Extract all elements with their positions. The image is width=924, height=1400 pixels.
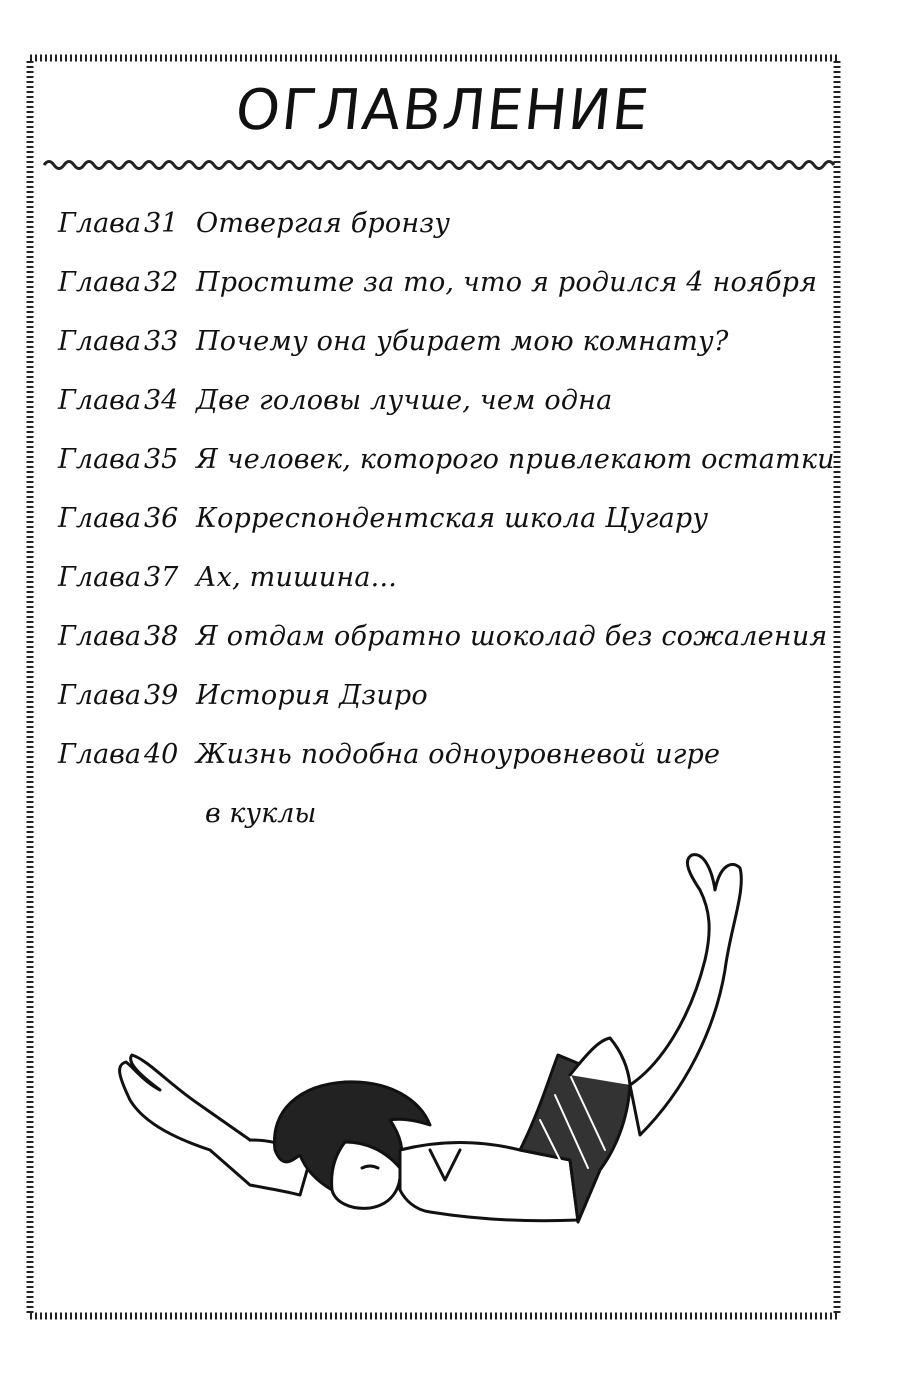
- toc-row-35: [58, 444, 838, 503]
- chapter-title: Две головы лучше, чем одна: [196, 385, 613, 416]
- chapter-number: 35: [144, 444, 179, 475]
- chapter-number: 40: [144, 739, 179, 770]
- toc-row-32: [58, 267, 838, 326]
- chapter-number: 31: [144, 208, 179, 239]
- chapter-title: Отвергая бронзу: [196, 208, 451, 239]
- chapter-title: Ах, тишина...: [196, 562, 398, 593]
- toc-row-36: [58, 503, 838, 562]
- toc-row-39: [58, 680, 838, 739]
- chapter-number: 33: [144, 326, 179, 357]
- chapter-number: 37: [144, 562, 179, 593]
- chapter-label: Глава: [58, 385, 141, 416]
- chapter-title: Я отдам обратно шоколад без сожаления: [196, 621, 828, 652]
- page-title: ОГЛАВЛЕНИЕ: [232, 78, 654, 143]
- chapter-title: Жизнь подобна одноуровневой игре: [196, 739, 721, 770]
- chapter-number: 38: [144, 621, 179, 652]
- chapter-label: Глава: [58, 444, 141, 475]
- chapter-label: Глава: [58, 680, 141, 711]
- chapter-label: Глава: [58, 739, 141, 770]
- toc-row-31: [58, 208, 838, 267]
- chapter-label: Глава: [58, 267, 141, 298]
- chapter-title: Я человек, которого привлекают остатки: [196, 444, 835, 475]
- chapter-number: 32: [144, 267, 179, 298]
- chapter-title: Простите за то, что я родился 4 ноября: [196, 267, 818, 298]
- chapter-title: Корреспондентская школа Цугару: [196, 503, 709, 534]
- chapter-label: Глава: [58, 621, 141, 652]
- toc-row-40: [58, 739, 838, 798]
- chapter-number: 36: [144, 503, 179, 534]
- girl-legs: [630, 855, 741, 1135]
- chapter-number: 34: [144, 385, 179, 416]
- chapter-label: Глава: [58, 208, 141, 239]
- toc-row-38: [58, 621, 838, 680]
- toc-row-34: [58, 385, 838, 444]
- table-of-contents: [58, 208, 838, 848]
- wavy-divider: [44, 162, 834, 169]
- girl-illustration: [100, 850, 820, 1290]
- chapter-label: Глава: [58, 326, 141, 357]
- chapter-number: 39: [144, 680, 179, 711]
- chapter-title: История Дзиро: [196, 680, 428, 711]
- toc-row-37: [58, 562, 838, 621]
- toc-row-33: [58, 326, 838, 385]
- chapter-40-continuation: в куклы: [205, 798, 317, 829]
- chapter-label: Глава: [58, 562, 141, 593]
- chapter-label: Глава: [58, 503, 141, 534]
- chapter-title: Почему она убирает мою комнату?: [196, 326, 729, 357]
